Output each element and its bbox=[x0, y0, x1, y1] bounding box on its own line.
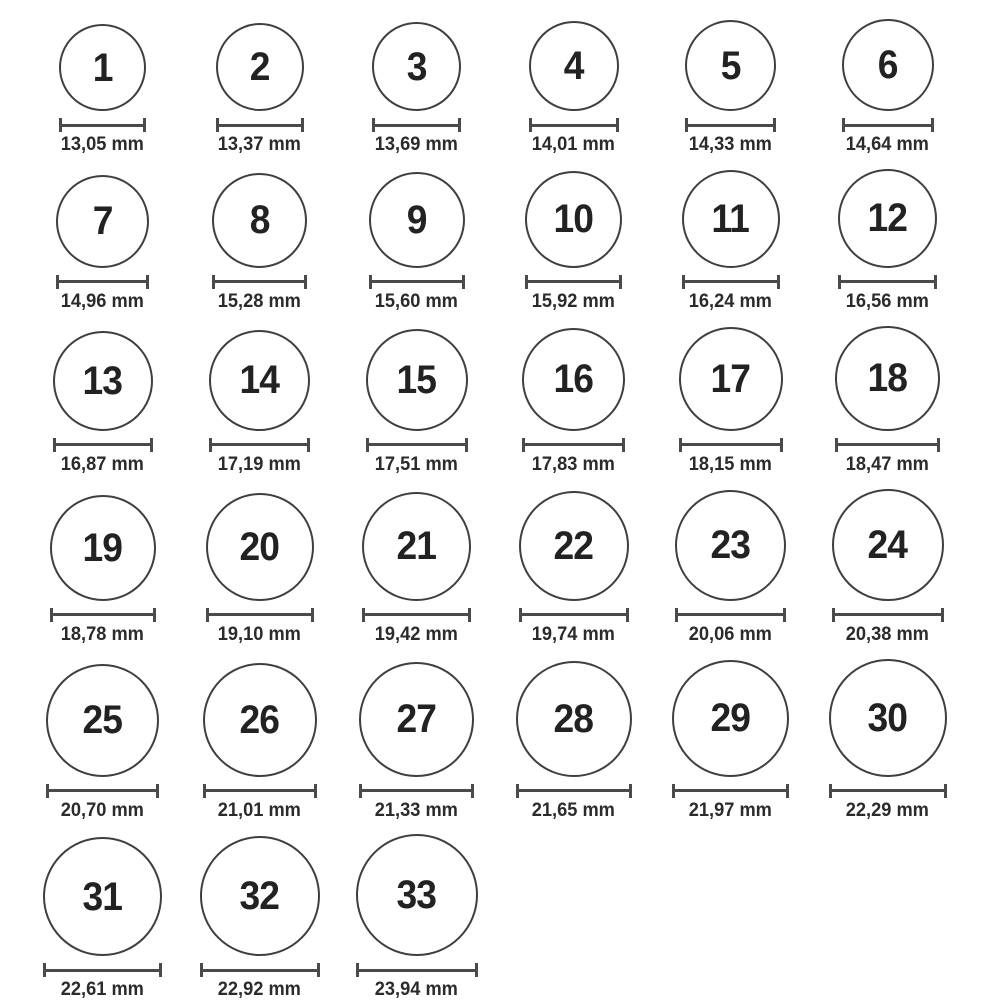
diameter-dimension-line bbox=[519, 608, 629, 622]
ring-size-number: 23 bbox=[710, 523, 751, 568]
ring-circle bbox=[835, 326, 940, 431]
ring-size-number: 9 bbox=[406, 197, 427, 242]
ring-size-number: 2 bbox=[249, 45, 270, 89]
diameter-dimension-line bbox=[53, 438, 153, 452]
ring-size-item bbox=[338, 834, 495, 1000]
diameter-label: 16,56 mm bbox=[845, 290, 930, 312]
ring-size-item bbox=[181, 19, 338, 156]
ring-size-item bbox=[338, 489, 495, 646]
diameter-dimension-line bbox=[46, 784, 159, 798]
ring-circle bbox=[359, 662, 474, 777]
ring-size-item bbox=[652, 169, 809, 313]
ring-circle bbox=[516, 661, 632, 777]
ring-size-item bbox=[495, 659, 652, 822]
ring-size-item bbox=[181, 169, 338, 313]
ring-circle bbox=[59, 24, 146, 111]
ring-circle bbox=[212, 173, 307, 268]
ring-size-number: 20 bbox=[239, 524, 280, 569]
ring-size-number: 13 bbox=[82, 358, 123, 403]
diameter-dimension-line bbox=[209, 438, 310, 452]
diameter-dimension-line bbox=[212, 275, 307, 289]
diameter-label: 20,70 mm bbox=[60, 799, 145, 821]
ring-circle bbox=[366, 329, 468, 431]
ring-size-number: 17 bbox=[710, 356, 751, 401]
ring-circle bbox=[829, 659, 947, 777]
ring-circle bbox=[50, 495, 156, 601]
ring-size-number: 11 bbox=[711, 196, 750, 241]
ring-size-number: 16 bbox=[553, 357, 594, 402]
ring-circle bbox=[675, 490, 786, 601]
ring-circle bbox=[522, 328, 625, 431]
ring-size-number: 7 bbox=[92, 199, 113, 244]
ring-size-number: 8 bbox=[249, 198, 270, 243]
ring-size-number: 21 bbox=[396, 524, 437, 569]
ring-circle bbox=[525, 171, 622, 268]
diameter-label: 16,87 mm bbox=[60, 453, 145, 475]
diameter-dimension-line bbox=[842, 118, 934, 132]
ring-size-item bbox=[809, 19, 966, 156]
ring-circle bbox=[519, 491, 629, 601]
diameter-label: 18,47 mm bbox=[845, 453, 930, 475]
ring-size-item bbox=[809, 659, 966, 822]
ring-size-number: 29 bbox=[710, 696, 751, 741]
diameter-dimension-line bbox=[43, 963, 162, 977]
ring-size-number: 19 bbox=[82, 525, 123, 570]
ring-circle bbox=[43, 837, 162, 956]
diameter-dimension-line bbox=[685, 118, 776, 132]
ring-size-number: 1 bbox=[92, 45, 113, 90]
ring-size-item bbox=[495, 169, 652, 313]
diameter-dimension-line bbox=[525, 275, 622, 289]
diameter-label: 14,33 mm bbox=[688, 134, 773, 155]
diameter-label: 23,94 mm bbox=[374, 979, 459, 1000]
diameter-dimension-line bbox=[56, 275, 149, 289]
diameter-label: 19,42 mm bbox=[374, 623, 459, 645]
ring-size-item bbox=[652, 326, 809, 476]
ring-size-item bbox=[809, 169, 966, 313]
diameter-label: 13,37 mm bbox=[217, 134, 302, 155]
ring-size-item bbox=[809, 326, 966, 476]
ring-size-number: 33 bbox=[396, 873, 437, 918]
ring-size-number: 26 bbox=[239, 697, 280, 742]
ring-size-number: 28 bbox=[553, 696, 594, 741]
ring-size-item bbox=[338, 326, 495, 476]
ring-size-number: 30 bbox=[867, 695, 908, 740]
diameter-dimension-line bbox=[200, 963, 320, 977]
diameter-label: 14,96 mm bbox=[60, 290, 145, 312]
ring-circle bbox=[46, 664, 159, 777]
ring-circle bbox=[832, 489, 944, 601]
ring-size-item bbox=[181, 326, 338, 476]
diameter-label: 20,06 mm bbox=[688, 623, 773, 645]
ring-size-number: 3 bbox=[406, 44, 427, 89]
ring-size-number: 4 bbox=[563, 44, 584, 88]
ring-circle bbox=[56, 175, 149, 268]
ring-size-item bbox=[24, 19, 181, 156]
ring-size-number: 14 bbox=[239, 358, 280, 403]
ring-circle bbox=[369, 172, 465, 268]
ring-size-item bbox=[24, 169, 181, 313]
diameter-label: 21,33 mm bbox=[374, 799, 459, 821]
diameter-dimension-line bbox=[838, 275, 937, 289]
diameter-dimension-line bbox=[206, 608, 314, 622]
ring-size-item bbox=[495, 19, 652, 156]
diameter-dimension-line bbox=[59, 118, 146, 132]
ring-size-item bbox=[495, 326, 652, 476]
diameter-dimension-line bbox=[203, 784, 317, 798]
ring-size-number: 15 bbox=[396, 357, 437, 402]
ring-size-item bbox=[181, 489, 338, 646]
ring-circle bbox=[203, 663, 317, 777]
diameter-dimension-line bbox=[50, 608, 156, 622]
diameter-label: 21,01 mm bbox=[217, 799, 302, 821]
ring-size-item bbox=[495, 489, 652, 646]
diameter-label: 22,92 mm bbox=[217, 979, 302, 1000]
diameter-dimension-line bbox=[356, 963, 478, 977]
diameter-label: 14,01 mm bbox=[531, 134, 616, 155]
ring-size-number: 12 bbox=[867, 196, 908, 241]
diameter-dimension-line bbox=[679, 438, 783, 452]
ring-circle bbox=[682, 170, 780, 268]
diameter-dimension-line bbox=[366, 438, 468, 452]
diameter-label: 15,92 mm bbox=[531, 290, 616, 312]
diameter-dimension-line bbox=[359, 784, 474, 798]
diameter-label: 15,28 mm bbox=[217, 290, 302, 312]
ring-circle bbox=[372, 22, 461, 111]
ring-size-number: 6 bbox=[877, 43, 898, 87]
ring-size-number: 22 bbox=[553, 523, 594, 568]
ring-size-number: 31 bbox=[82, 874, 123, 919]
diameter-label: 13,05 mm bbox=[60, 134, 145, 155]
diameter-dimension-line bbox=[675, 608, 786, 622]
ring-circle bbox=[838, 169, 937, 268]
diameter-label: 21,97 mm bbox=[688, 799, 773, 821]
ring-size-item bbox=[809, 489, 966, 646]
ring-circle bbox=[209, 330, 310, 431]
ring-circle bbox=[529, 21, 619, 111]
diameter-dimension-line bbox=[672, 784, 789, 798]
ring-circle bbox=[362, 492, 471, 601]
ring-circle bbox=[356, 834, 478, 956]
diameter-dimension-line bbox=[516, 784, 632, 798]
diameter-dimension-line bbox=[682, 275, 780, 289]
diameter-dimension-line bbox=[372, 118, 461, 132]
diameter-dimension-line bbox=[362, 608, 471, 622]
diameter-dimension-line bbox=[529, 118, 619, 132]
ring-size-item bbox=[652, 489, 809, 646]
ring-size-number: 25 bbox=[82, 698, 123, 743]
diameter-dimension-line bbox=[369, 275, 465, 289]
diameter-dimension-line bbox=[835, 438, 940, 452]
diameter-dimension-line bbox=[522, 438, 625, 452]
diameter-label: 18,15 mm bbox=[688, 453, 773, 475]
diameter-label: 17,83 mm bbox=[531, 453, 616, 475]
diameter-label: 17,51 mm bbox=[374, 453, 459, 475]
ring-size-number: 24 bbox=[867, 522, 908, 567]
ring-circle bbox=[842, 19, 934, 111]
ring-size-item bbox=[24, 834, 181, 1000]
diameter-label: 22,29 mm bbox=[845, 799, 930, 821]
ring-size-item bbox=[181, 659, 338, 822]
diameter-label: 20,38 mm bbox=[845, 623, 930, 645]
ring-size-number: 18 bbox=[867, 356, 908, 401]
ring-size-number: 32 bbox=[239, 874, 280, 919]
ring-size-grid bbox=[24, 19, 1000, 1000]
diameter-dimension-line bbox=[829, 784, 947, 798]
ring-size-number: 27 bbox=[396, 697, 437, 742]
ring-circle bbox=[679, 327, 783, 431]
ring-size-item bbox=[24, 489, 181, 646]
diameter-label: 18,78 mm bbox=[60, 623, 145, 645]
ring-size-number: 10 bbox=[553, 197, 594, 242]
diameter-dimension-line bbox=[832, 608, 944, 622]
diameter-label: 19,74 mm bbox=[531, 623, 616, 645]
diameter-label: 22,61 mm bbox=[60, 979, 145, 1000]
diameter-label: 21,65 mm bbox=[531, 799, 616, 821]
diameter-label: 16,24 mm bbox=[688, 290, 773, 312]
ring-size-item bbox=[181, 834, 338, 1000]
ring-size-item bbox=[338, 169, 495, 313]
ring-size-number: 5 bbox=[720, 43, 741, 88]
ring-size-item bbox=[338, 19, 495, 156]
diameter-label: 13,69 mm bbox=[374, 134, 459, 155]
diameter-label: 14,64 mm bbox=[845, 134, 930, 155]
diameter-label: 19,10 mm bbox=[217, 623, 302, 645]
ring-size-item bbox=[652, 19, 809, 156]
ring-circle bbox=[53, 331, 153, 431]
diameter-label: 15,60 mm bbox=[374, 290, 459, 312]
ring-size-item bbox=[24, 659, 181, 822]
diameter-dimension-line bbox=[216, 118, 304, 132]
ring-size-item bbox=[24, 326, 181, 476]
ring-circle bbox=[685, 20, 776, 111]
ring-circle bbox=[672, 660, 789, 777]
ring-circle bbox=[206, 493, 314, 601]
ring-circle bbox=[200, 836, 320, 956]
diameter-label: 17,19 mm bbox=[217, 453, 302, 475]
ring-circle bbox=[216, 23, 304, 111]
ring-size-item bbox=[338, 659, 495, 822]
ring-size-item bbox=[652, 659, 809, 822]
